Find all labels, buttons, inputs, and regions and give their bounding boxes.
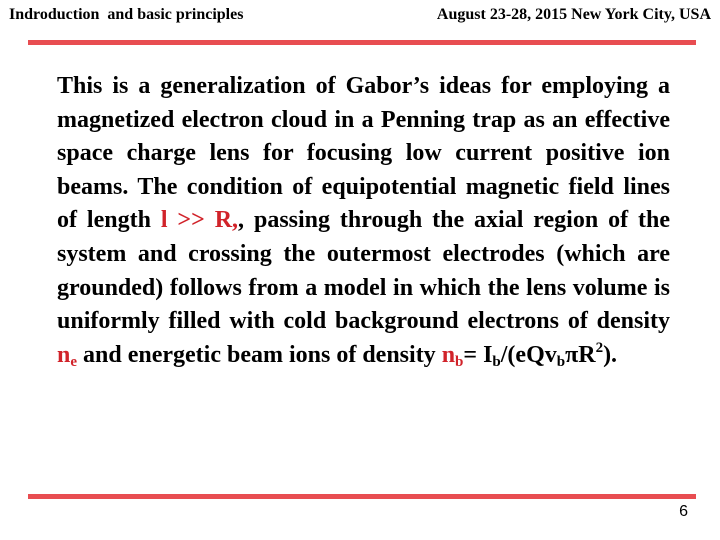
ion-density-symbol <box>442 342 464 368</box>
density-formula <box>463 339 618 370</box>
body-text-part-1: This is a generalization of Gabor’s ideas for employing a magnetized electron cloud in a Penning trap as an effective space charge lens for focusing low current positive ion beams. The condition of equipotential magnetic field lines of length <box>57 73 670 234</box>
formula-current-subscript: b <box>492 353 501 370</box>
bottom-divider <box>28 494 696 499</box>
length-condition-text: l >> R <box>160 207 233 234</box>
ne-subscript: e <box>70 353 78 370</box>
page-number: 6 <box>679 503 688 520</box>
formula-equals-current: = I <box>463 341 493 368</box>
formula-pi-radius: πR <box>565 341 596 368</box>
formula-charge-velocity: /(eQv <box>500 341 557 368</box>
slide-body-text <box>57 70 670 372</box>
ne-base: n <box>57 341 71 368</box>
formula-end: ). <box>603 341 618 368</box>
nb-subscript: b <box>455 353 464 370</box>
length-condition-tail: , <box>232 207 239 234</box>
header-conference-info: August 23-28, 2015 New York City, USA <box>436 6 711 23</box>
nb-base: n <box>441 341 456 368</box>
formula-exponent: 2 <box>595 339 604 356</box>
top-divider <box>28 40 696 45</box>
header-section-title: Indroduction and basic principles <box>9 6 244 23</box>
electron-density-symbol <box>57 342 77 368</box>
body-text-part-3: and energetic beam ions of density <box>77 341 442 368</box>
body-text-part-2: , passing through the axial region of the system and crossing the outermost electrodes (which are grounded) follows from a model in which the lens volume is uniformly filled with cold background electrons of density <box>57 207 670 335</box>
formula-velocity-subscript: b <box>556 353 566 370</box>
length-condition <box>161 207 238 233</box>
